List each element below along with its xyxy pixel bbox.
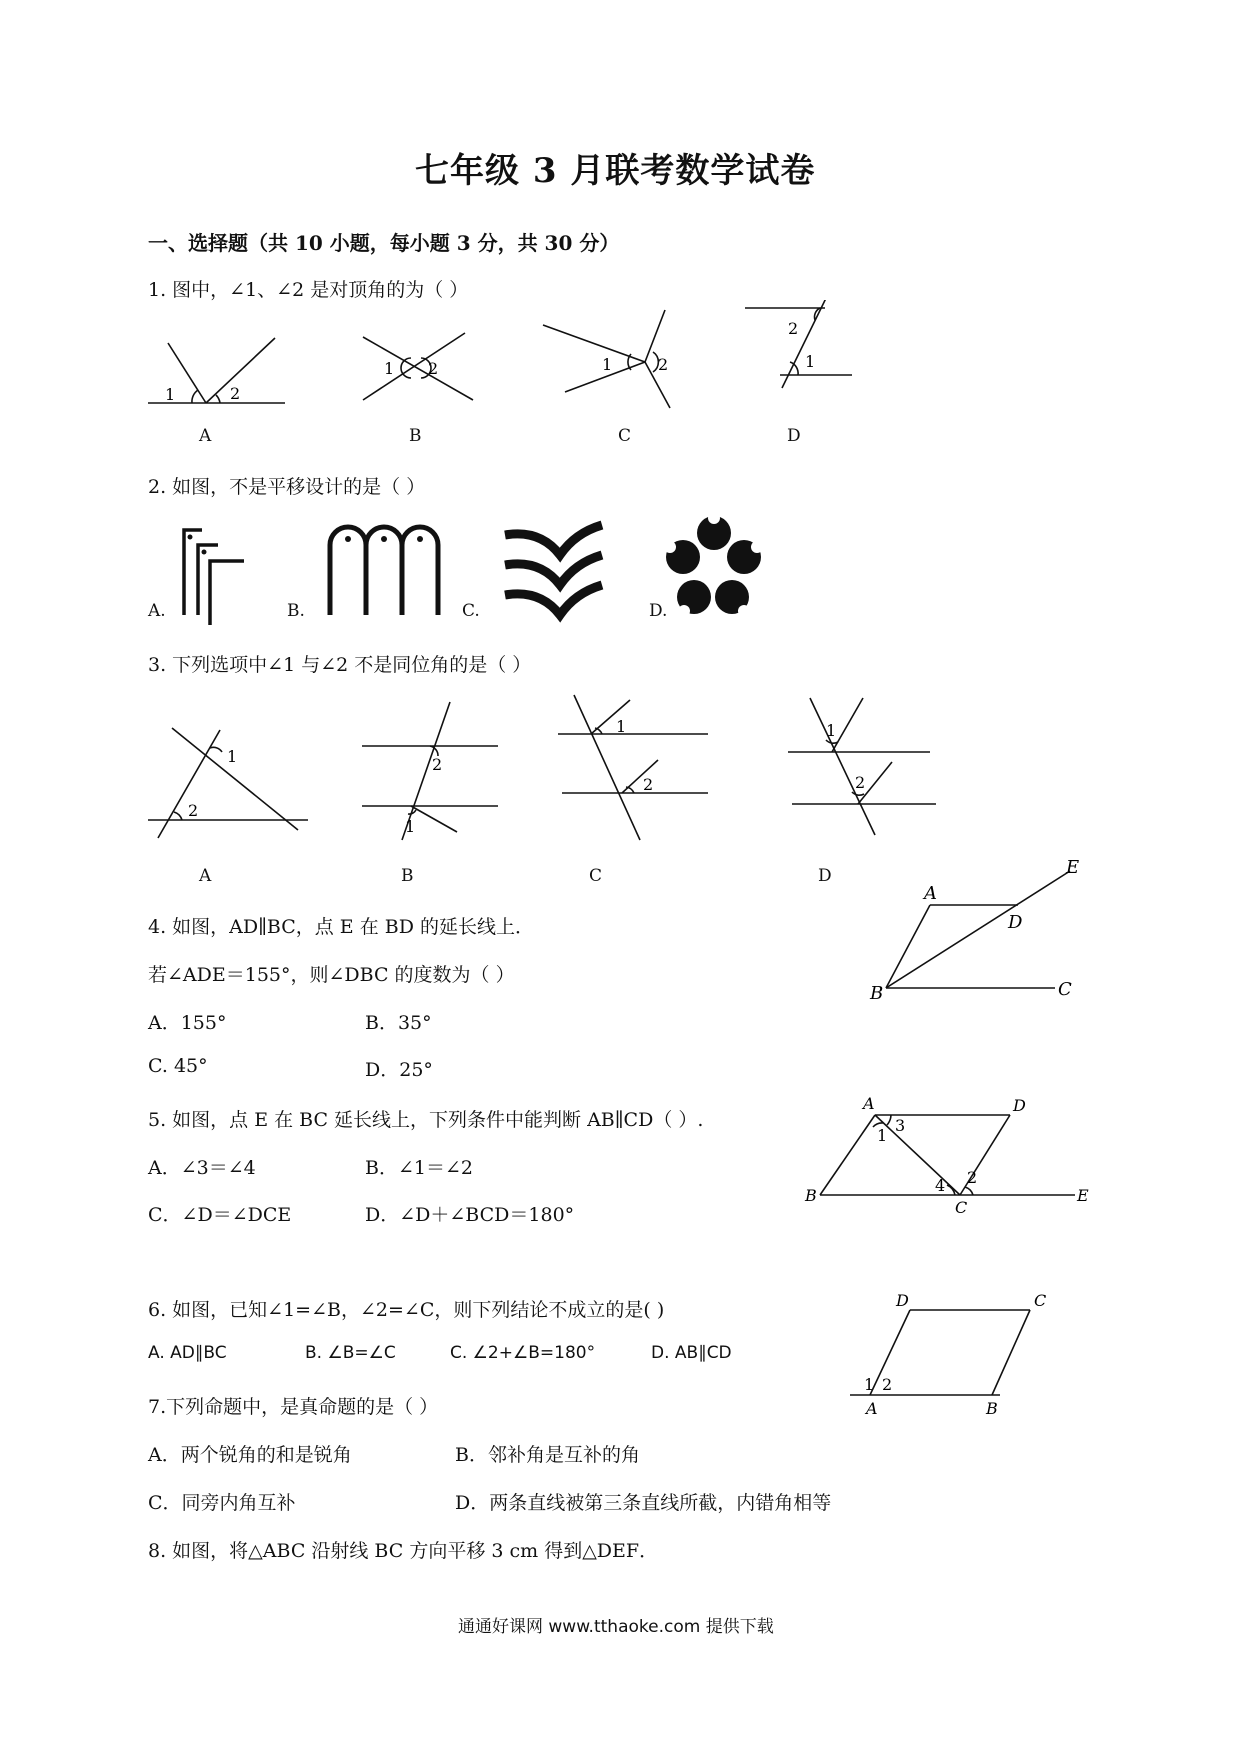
q7-option-a[interactable]: A．两个锐角的和是锐角 bbox=[148, 1444, 352, 1466]
q3-label-a: A bbox=[199, 866, 212, 886]
q6-option-a[interactable]: A. AD∥BC bbox=[148, 1343, 227, 1363]
q5-angle-3: 3 bbox=[895, 1116, 906, 1135]
q5-option-b[interactable]: B．∠1＝∠2 bbox=[365, 1157, 473, 1179]
q7-option-d[interactable]: D．两条直线被第三条直线所截，内错角相等 bbox=[455, 1492, 832, 1514]
q7-option-b[interactable]: B．邻补角是互补的角 bbox=[455, 1444, 640, 1466]
q5-point-c: C bbox=[955, 1198, 968, 1217]
section-heading: 一、选择题（共 10 小题，每小题 3 分，共 30 分） bbox=[148, 231, 620, 255]
q1-d-angle-1: 1 bbox=[805, 352, 816, 371]
q6-option-c[interactable]: C. ∠2+∠B=180° bbox=[450, 1343, 596, 1363]
q6-point-c: C bbox=[1034, 1291, 1047, 1310]
q6-point-d: D bbox=[896, 1291, 909, 1310]
question-7-stem: 7.下列命题中，是真命题的是（ ） bbox=[148, 1396, 439, 1418]
q1-figure-d bbox=[745, 300, 852, 388]
footer-credit: 通通好课网 www.tthaoke.com 提供下载 bbox=[458, 1617, 774, 1637]
q5-point-a: A bbox=[863, 1095, 875, 1113]
q4-point-a: A bbox=[924, 883, 937, 904]
q4-option-b[interactable]: B．35° bbox=[365, 1012, 432, 1034]
question-4-stem-2: 若∠ADE＝155°，则∠DBC 的度数为（ ） bbox=[148, 964, 515, 986]
q3-b-angle-2: 2 bbox=[432, 755, 443, 774]
q3-a-angle-1: 1 bbox=[227, 747, 238, 766]
q5-option-a[interactable]: A．∠3＝∠4 bbox=[148, 1157, 256, 1179]
q1-c-angle-1: 1 bbox=[602, 355, 613, 374]
q5-option-d[interactable]: D．∠D＋∠BCD＝180° bbox=[365, 1204, 575, 1226]
q5-point-e: E bbox=[1077, 1186, 1089, 1205]
q4-option-a[interactable]: A．155° bbox=[148, 1012, 227, 1034]
q1-b-angle-2: 2 bbox=[428, 359, 439, 378]
q4-option-d[interactable]: D．25° bbox=[365, 1059, 433, 1081]
question-5-figure bbox=[795, 1095, 1105, 1230]
q3-label-c: C bbox=[589, 866, 603, 886]
q3-d-angle-2: 2 bbox=[855, 773, 866, 792]
q3-b-angle-1: 1 bbox=[405, 817, 416, 836]
q4-point-e: E bbox=[1066, 857, 1080, 878]
q1-label-d: D bbox=[787, 426, 801, 446]
q2-figure-a bbox=[184, 530, 244, 625]
q6-angle-1: 1 bbox=[864, 1375, 875, 1394]
q1-label-b: B bbox=[409, 426, 422, 446]
question-3-stem: 3. 下列选项中∠1 与∠2 不是同位角的是（ ） bbox=[148, 654, 532, 676]
question-2-stem: 2. 如图，不是平移设计的是（ ） bbox=[148, 476, 426, 498]
page-title: 七年级 3 月联考数学试卷 bbox=[415, 151, 816, 191]
q5-point-d: D bbox=[1013, 1096, 1026, 1115]
q3-label-b: B bbox=[401, 866, 414, 886]
question-1-figures bbox=[140, 300, 880, 450]
question-4-stem-1: 4. 如图，AD∥BC，点 E 在 BD 的延长线上． bbox=[148, 916, 534, 938]
q1-a-angle-2: 2 bbox=[230, 384, 241, 403]
q3-figure-d bbox=[788, 698, 936, 835]
q3-figure-b bbox=[362, 702, 498, 840]
q3-figure-c bbox=[558, 695, 708, 840]
question-8-stem: 8. 如图，将△ABC 沿射线 BC 方向平移 3 cm 得到△DEF． bbox=[148, 1540, 659, 1562]
q5-angle-4: 4 bbox=[935, 1176, 946, 1195]
q4-point-b: B bbox=[870, 983, 884, 1004]
q5-angle-1: 1 bbox=[877, 1126, 888, 1145]
q6-angle-2: 2 bbox=[882, 1375, 893, 1394]
q3-c-angle-2: 2 bbox=[643, 775, 654, 794]
q1-c-angle-2: 2 bbox=[658, 355, 669, 374]
q3-label-d: D bbox=[818, 866, 832, 886]
q3-figure-a bbox=[148, 728, 308, 838]
q1-figure-b bbox=[363, 333, 473, 400]
q2-figure-d bbox=[666, 516, 761, 614]
q4-point-c: C bbox=[1058, 979, 1072, 1000]
q3-d-angle-1: 1 bbox=[826, 721, 837, 740]
q7-option-c[interactable]: C．同旁内角互补 bbox=[148, 1492, 296, 1514]
q6-option-b[interactable]: B. ∠B=∠C bbox=[305, 1343, 396, 1363]
question-4-figure bbox=[860, 855, 1100, 1015]
q4-option-c[interactable]: C. 45° bbox=[148, 1055, 208, 1077]
q5-angle-2: 2 bbox=[967, 1168, 978, 1187]
q3-a-angle-2: 2 bbox=[188, 801, 199, 820]
q6-point-b: B bbox=[986, 1399, 998, 1418]
q1-a-angle-1: 1 bbox=[165, 385, 176, 404]
question-1-stem: 1. 图中，∠1、∠2 是对顶角的为（ ） bbox=[148, 279, 469, 301]
q1-label-c: C bbox=[618, 426, 632, 446]
q1-d-angle-2: 2 bbox=[788, 319, 799, 338]
q1-b-angle-1: 1 bbox=[384, 359, 395, 378]
q5-point-b: B bbox=[805, 1186, 817, 1205]
q2-figure-c bbox=[505, 525, 602, 615]
q2-label-a: A. bbox=[148, 601, 166, 621]
question-2-figures bbox=[140, 515, 820, 635]
question-6-stem: 6. 如图，已知∠1=∠B，∠2=∠C，则下列结论不成立的是( ) bbox=[148, 1299, 665, 1321]
q6-point-a: A bbox=[866, 1399, 878, 1418]
q5-option-c[interactable]: C．∠D＝∠DCE bbox=[148, 1204, 292, 1226]
q6-option-d[interactable]: D. AB∥CD bbox=[651, 1343, 732, 1363]
q2-label-d: D. bbox=[649, 601, 668, 621]
q4-point-d: D bbox=[1008, 912, 1023, 933]
q1-label-a: A bbox=[199, 426, 212, 446]
question-3-figures bbox=[140, 690, 950, 850]
question-6-figure bbox=[840, 1290, 1070, 1425]
q2-label-c: C. bbox=[462, 601, 480, 621]
question-5-stem: 5. 如图，点 E 在 BC 延长线上，下列条件中能判断 AB∥CD（ ）. bbox=[148, 1109, 704, 1131]
q3-c-angle-1: 1 bbox=[616, 717, 627, 736]
q2-label-b: B. bbox=[287, 601, 305, 621]
